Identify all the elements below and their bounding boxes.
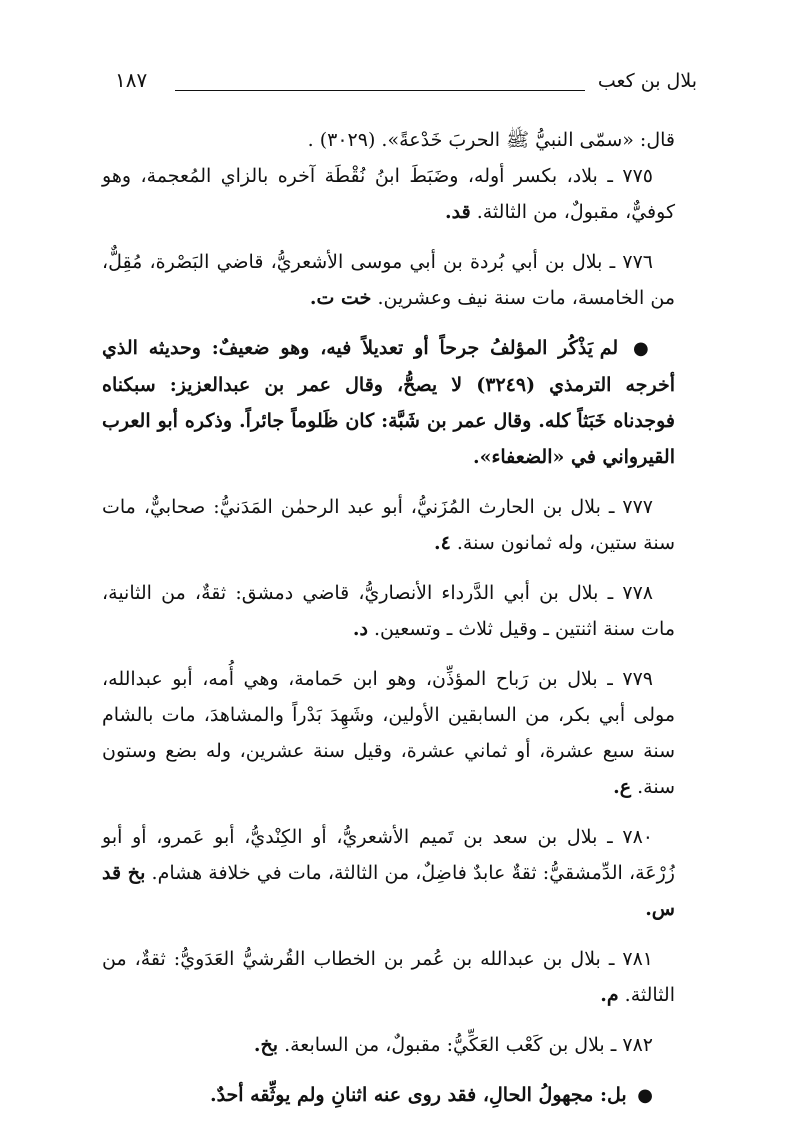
note-text: لم يَذْكُر المؤلفُ جرحاً أو تعديلاً فيه، وهو ضعيفٌ: وحديثه الذي أخرجه الترمذي (٣٢٤٩) لا يصحُّ، وقال عمر بن عبدالعزيز: سبكناه فوجدناه خَبَثاً كله. وقال عمر بن شَبَّة: كان ظَلوماً جائراً. وذكره أبو العرب القيرواني في «الضعفاء». [102,337,675,468]
entry-codes: ع. [613,776,632,798]
entry-text: ٧٧٨ ـ بلال بن أبي الدَّرداء الأنصاريُّ، قاضي دمشق: ثقةٌ، من الثانية، مات سنة اثنتين ـ وقيل ثلاث ـ وتسعين. [102,582,675,640]
entry-777 [102,489,675,561]
entry-781 [102,941,675,1013]
entry-780 [102,819,675,927]
entry-continuation [102,122,675,158]
entry-codes: ٤. [433,532,451,554]
entry-782 [102,1027,675,1063]
entry-text: ٧٨٠ ـ بلال بن سعد بن تَميم الأشعريُّ، أو الكِنْديُّ، أبو عَمرو، أو أبو زُرْعَة، الدِّمشقيُّ: ثقةٌ عابدٌ فاضِلٌ، من الثالثة، مات في خلافة هشام. [102,826,675,884]
entry-codes: بخ. [253,1034,279,1056]
entry-text: ٧٨١ ـ بلال بن عبدالله بن عُمر بن الخطاب القُرشيُّ العَدَويُّ: ثقةٌ، من الثالثة. [102,948,675,1006]
entry-text: قال: «سمّى النبيُّ ﷺ الحربَ خَدْعةً». (٣٠٢٩) . [307,129,675,151]
note-782 [102,1077,675,1114]
entry-text: ٧٧٧ ـ بلال بن الحارث المُزَنيُّ، أبو عبد الرحمٰن المَدَنيُّ: صحابيٌّ، مات سنة ستين، وله ثمانون سنة. [102,496,675,554]
running-title: بلال بن كعب [597,70,697,92]
entry-codes: بخ قد س. [102,862,675,920]
entry-text: ٧٨٢ ـ بلال بن كَعْب العَكِّيُّ: مقبولٌ، من السابعة. [284,1034,653,1056]
entry-775 [102,158,675,230]
main-text [102,122,675,1128]
bullet-icon: ● [637,1085,653,1106]
entry-text: ٧٧٩ ـ بلال بن رَباح المؤذِّن، وهو ابن حَمامة، وهي أُمه، أبو عبدالله، مولى أبي بكر، من السابقين الأولين، وشَهِدَ بَدْراً والمشاهدَ، مات بالشام سنة سبع عشرة، أو ثماني عشرة، وقيل سنة عشرين، وله بضع وستون سنة. [102,668,675,798]
entry-779 [102,661,675,805]
bullet-icon: ● [633,338,653,359]
entry-codes: م. [600,984,619,1006]
note-text: بل: مجهولُ الحالِ، فقد روى عنه اثنانِ ولم يوثِّقه أحدٌ. [209,1084,627,1106]
page-number: ١٨٧ [115,68,148,92]
entry-codes: خت ت. [309,287,372,309]
entry-codes: د. [352,618,368,640]
note-776 [102,330,675,475]
entry-776 [102,244,675,316]
entry-codes: قد. [444,201,471,223]
entry-text: ٧٧٥ ـ بلاد، بكسر أوله، وضَبَطَ ابنُ نُقْطَة آخره بالزاي المُعجمة، وهو كوفيٌّ، مقبولٌ، من الثالثة. [102,165,675,223]
page-header [115,68,697,98]
entry-text: ٧٧٦ ـ بلال بن أبي بُردة بن أبي موسى الأشعريُّ، قاضي البَصْرة، مُقِلٌّ، من الخامسة، مات سنة نيف وعشرين. [102,251,675,309]
header-rule [175,90,585,91]
entry-778 [102,575,675,647]
